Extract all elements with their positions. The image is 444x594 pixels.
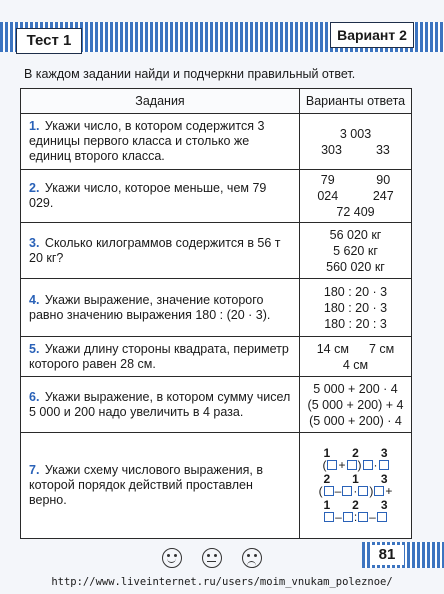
number-box [347,460,357,470]
operator-sign: – [335,509,342,524]
column-header-tasks: Задания [21,89,300,114]
number-box [342,486,352,496]
action-order-number: 3 [380,497,388,512]
operator-sign: + [338,457,346,472]
answer-option[interactable]: 14 см [316,341,349,356]
scheme-option[interactable] [304,447,407,471]
number-box [343,512,353,522]
action-order-number: 1 [352,471,359,486]
test-label: Тест 1 [16,28,82,54]
task-description: Укажи выражение, в котором сумму чисел 5 000 и 200 надо увеличить в 4 раза. [29,389,291,419]
operator-sign: ) [369,483,374,498]
operator-sign: ) [357,457,362,472]
task-text [21,114,300,170]
task-text [21,170,300,223]
task-description: Укажи схему числового выражения, в которой порядок действий проставлен верно. [29,463,263,507]
action-order-number: 3 [380,471,388,486]
task-number: 7. [29,463,40,477]
answer-option[interactable]: 7 см [368,341,395,356]
operator-sign: · [373,457,378,472]
number-box [358,512,368,522]
task-number: 5. [29,341,40,356]
action-order-number: 1 [323,497,331,512]
task-description: Укажи число, в котором содержится 3 единицы первого класса и столько же единиц второго класса. [29,119,265,163]
answer-options [300,223,412,279]
table-row [21,279,412,337]
answer-option[interactable]: (5 000 + 200) + 4 [307,397,404,412]
action-order-number: 3 [380,445,388,460]
operator-sign: ( [318,483,323,498]
number-box [379,460,389,470]
answer-option[interactable]: 180 : 20 : 3 [324,316,387,331]
task-description: Укажи выражение, значение которого равно значению выражения 180 : (20 · 3). [29,292,271,322]
action-order-number: 2 [323,471,331,486]
answer-option[interactable]: 72 409 [336,205,375,219]
action-order-number: 1 [323,445,331,460]
answer-option[interactable]: 33 [375,142,390,157]
smiley-face-icon[interactable] [162,548,182,568]
table-row [21,377,412,433]
task-number: 2. [29,181,40,195]
answer-option[interactable]: 56 020 кг [329,227,382,242]
answer-options [300,279,412,337]
operator-sign: ( [322,457,327,472]
tasks-table [20,88,412,539]
number-box [324,486,334,496]
answer-option[interactable]: 90 247 [372,173,394,203]
task-number: 3. [29,235,40,250]
scheme-option[interactable] [304,499,407,523]
instruction: В каждом задании найди и подчеркни правильный ответ. [24,67,356,81]
operator-sign: : [353,509,358,524]
task-description: Сколько килограммов содержится в 56 т 20 кг? [29,235,281,265]
task-number: 4. [29,292,40,307]
source-url: http://www.liveinternet.ru/users/moim_vnukam_poleznoe/ [51,576,393,588]
answer-option[interactable]: 560 020 кг [326,259,385,274]
action-order-number: 2 [352,497,359,512]
number-box [327,460,337,470]
task-text [21,377,300,433]
operator-sign: – [334,483,342,498]
table-row [21,433,412,539]
action-order-number: 2 [352,445,359,460]
task-description: Укажи число, которое меньше, чем 79 029. [29,181,267,210]
neutral-face-icon[interactable] [202,548,222,568]
sad-face-icon[interactable] [242,548,262,568]
task-number: 1. [29,119,40,133]
self-assessment-faces [162,548,262,568]
answer-options [300,337,412,377]
expression-schemes [304,447,407,523]
table-row [21,170,412,223]
answer-option[interactable]: 180 : 20 · 3 [323,300,388,315]
answer-option[interactable]: 5 000 + 200 · 4 [313,381,398,396]
answer-option[interactable]: 303 [321,142,342,157]
task-text [21,223,300,279]
number-box [324,512,334,522]
task-text [21,433,300,539]
answer-options [300,170,412,223]
variant-label: Вариант 2 [330,22,414,48]
answer-option[interactable]: 4 см [342,357,369,372]
operator-sign: · [353,483,358,498]
answer-options [300,433,412,539]
number-box [363,460,373,470]
answer-option[interactable]: 5 620 кг [333,243,378,258]
operator-sign: + [385,483,393,498]
table-row [21,223,412,279]
answer-option[interactable]: 79 024 [317,173,339,203]
number-box [358,486,368,496]
answer-options [300,377,412,433]
operator-sign: – [369,509,376,524]
scheme-option[interactable] [304,473,407,497]
answer-option[interactable]: (5 000 + 200) · 4 [309,413,402,428]
page-number: 81 [370,545,404,565]
number-box [374,486,384,496]
table-row [21,337,412,377]
task-number: 6. [29,389,40,404]
column-header-answers: Варианты ответа [300,89,412,114]
task-text [21,279,300,337]
answer-option[interactable]: 180 : 20 · 3 [323,284,388,299]
task-description: Укажи длину стороны квадрата, периметр которого равен 28 см. [29,341,289,371]
answer-option[interactable]: 3 003 [339,126,372,141]
task-text [21,337,300,377]
answer-options [300,114,412,170]
table-row [21,114,412,170]
number-box [377,512,387,522]
